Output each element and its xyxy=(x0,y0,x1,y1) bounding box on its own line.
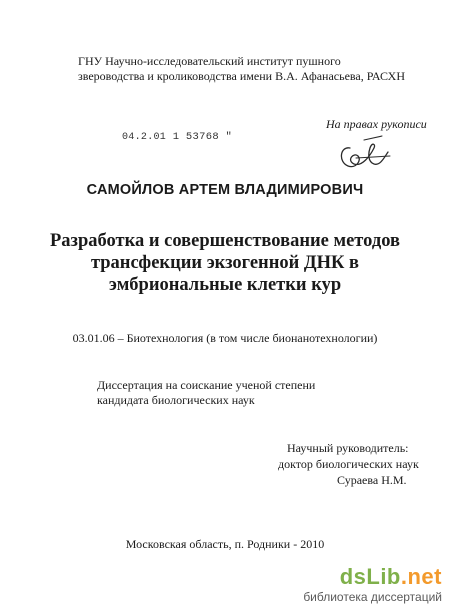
title-line: эмбриональные клетки кур xyxy=(108,275,342,295)
dissertation-title xyxy=(30,230,420,296)
stamp-number: 1 53768 " xyxy=(172,131,233,143)
title-line: трансфекции экзогенной ДНК в xyxy=(90,253,360,273)
author-name: САМОЙЛОВ АРТЕМ ВЛАДИМИРОВИЧ xyxy=(86,182,364,198)
supervisor-label: Научный руководитель: xyxy=(287,441,409,455)
registration-stamp xyxy=(122,131,232,143)
dslib-watermark[interactable] xyxy=(303,566,442,604)
manuscript-note: На правах рукописи xyxy=(326,117,427,131)
signature-icon xyxy=(336,134,392,174)
logo-part1: dsLib xyxy=(339,564,401,589)
degree-statement xyxy=(97,378,377,408)
institution-name: ГНУ Научно-исследовательский институт пушного звероводства и кролиководства имени В.А. Афанасьева, РАСХН xyxy=(78,54,405,83)
degree-line: Диссертация на соискание ученой степени xyxy=(97,378,316,392)
stamp-prefix: 04.2.01 xyxy=(122,132,167,143)
title-line: Разработка и совершенствование методов xyxy=(49,231,400,251)
supervisor-degree: доктор биологических наук xyxy=(278,457,419,471)
logo-part2: .net xyxy=(400,564,442,589)
watermark-subtitle: библиотека диссертаций xyxy=(303,590,442,604)
supervisor-block xyxy=(250,440,430,488)
supervisor-name: Сураева Н.М. xyxy=(337,473,407,487)
specialty-code: 03.01.06 – Биотехнология (в том числе бионанотехнологии) xyxy=(72,331,378,345)
watermark-logo xyxy=(303,566,442,588)
place-and-year: Московская область, п. Родники - 2010 xyxy=(125,537,325,551)
degree-line: кандидата биологических наук xyxy=(97,393,255,407)
